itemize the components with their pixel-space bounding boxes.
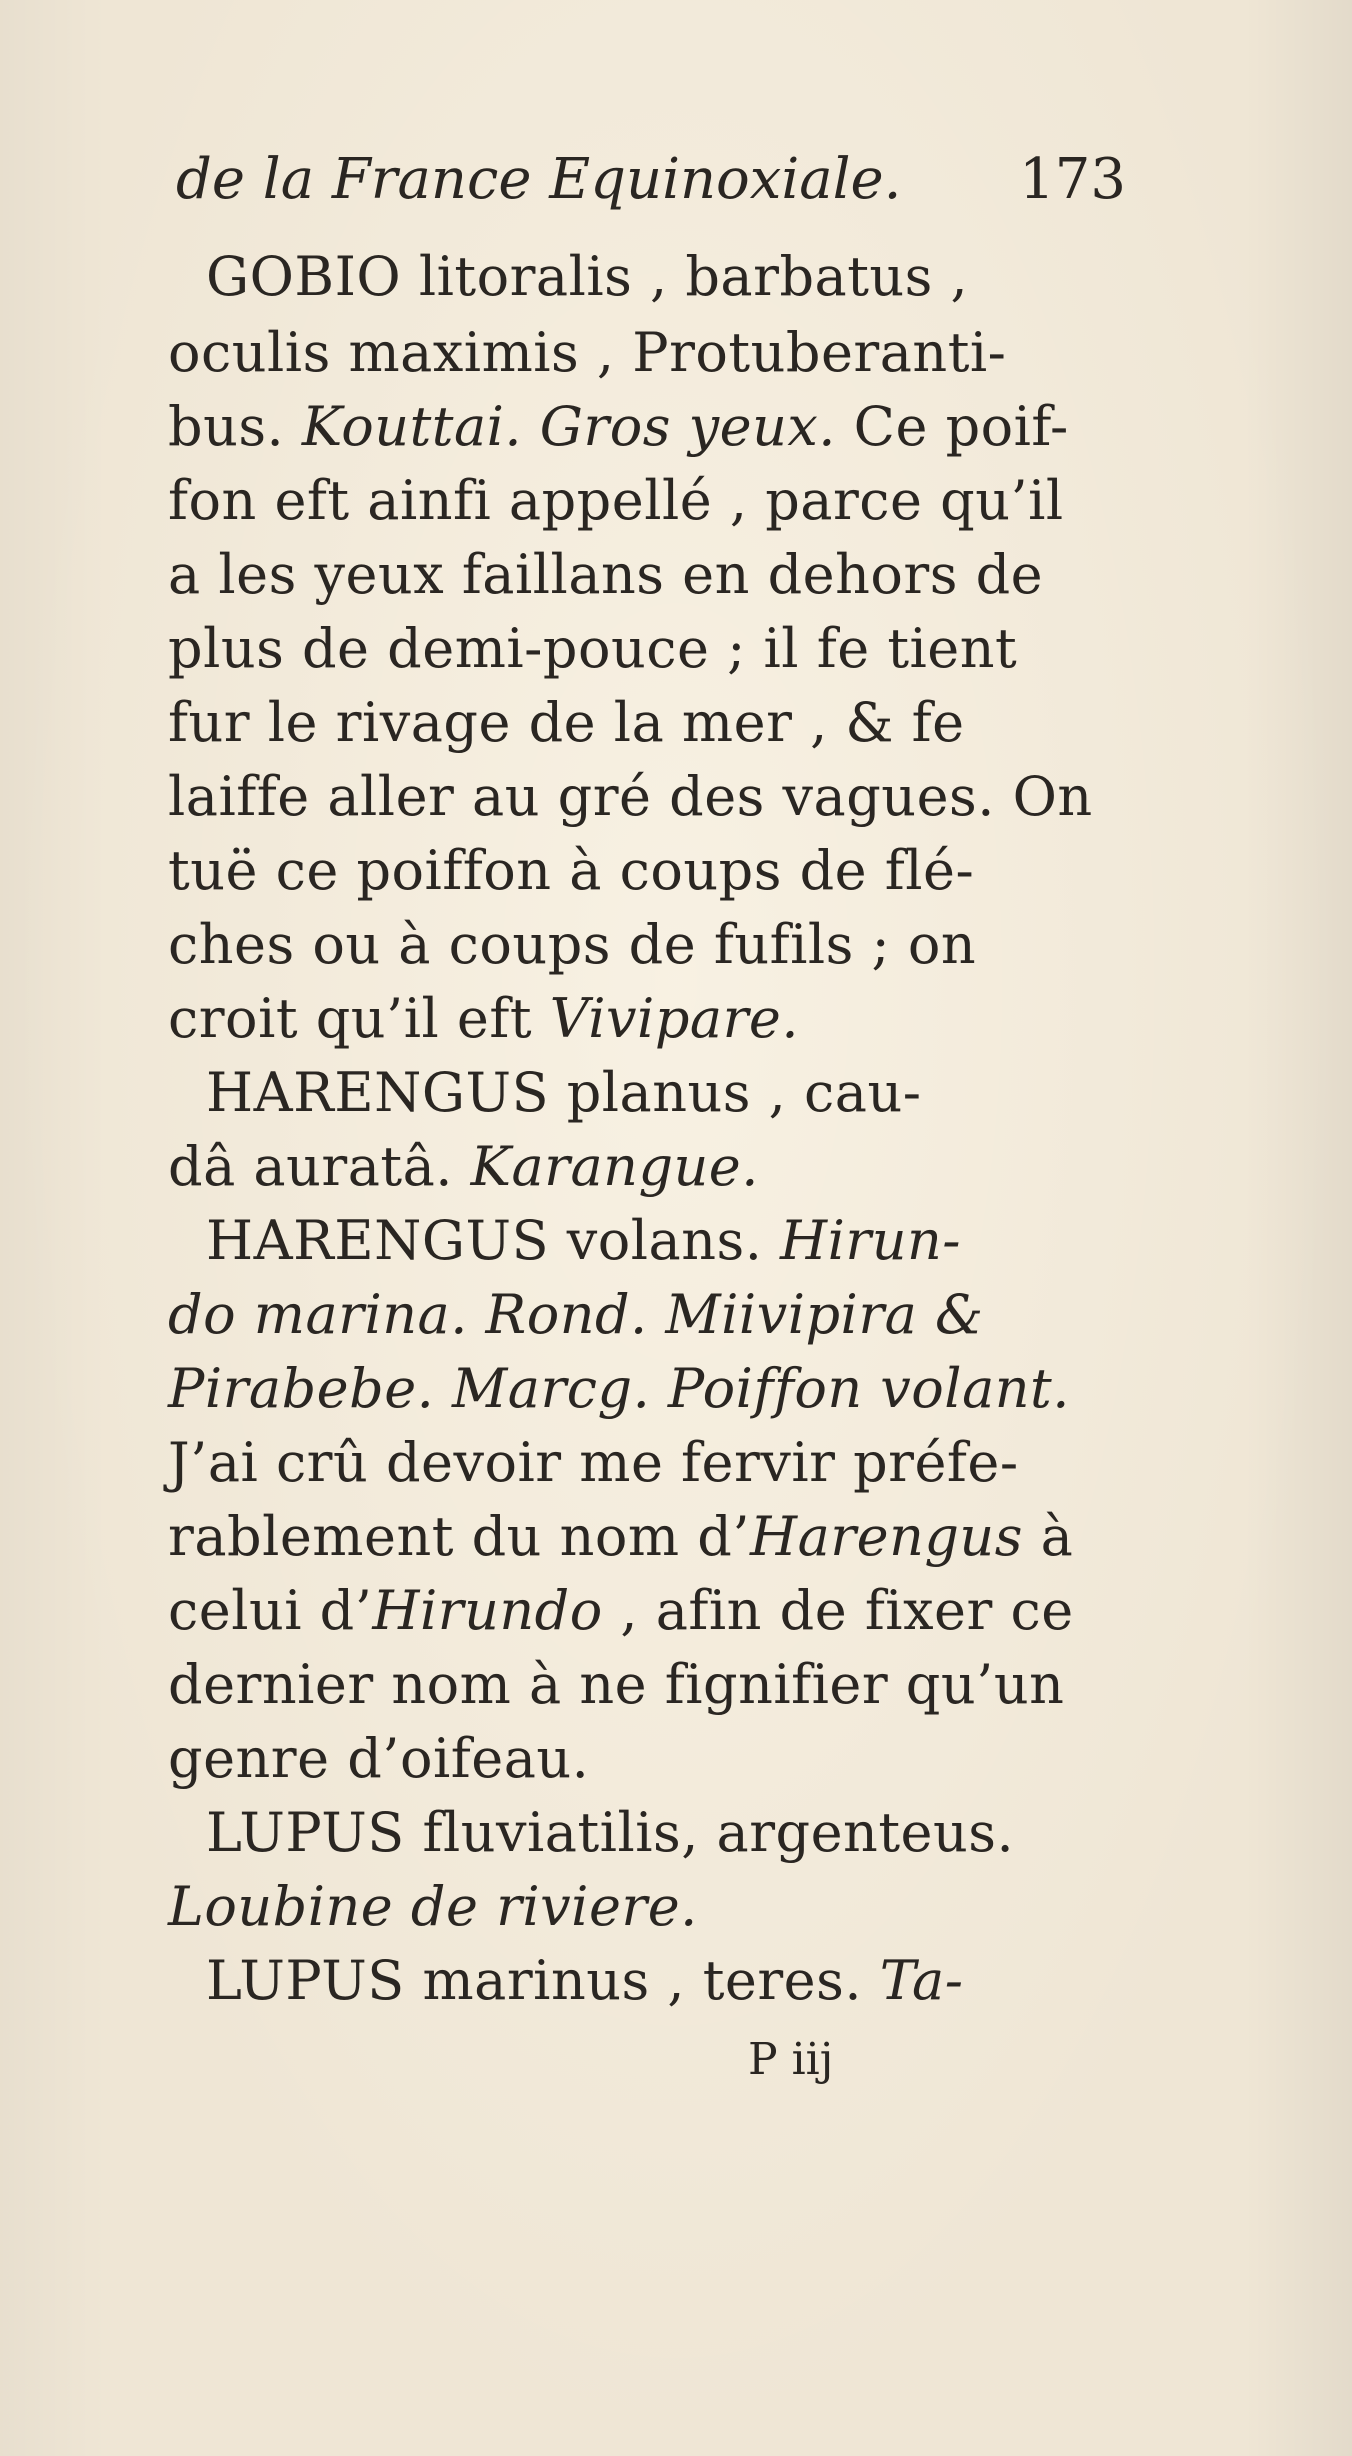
text-line <box>168 1431 1019 1494</box>
text-line <box>168 469 1064 532</box>
italic-text: Loubine de riviere. <box>168 1875 698 1938</box>
roman-text: laiffe aller au gré des vagues. On <box>168 765 1093 828</box>
text-line <box>168 1875 698 1938</box>
roman-text: ches ou à coups de fufils ; on <box>168 913 977 976</box>
italic-text: Hirun- <box>780 1209 962 1272</box>
text-line <box>206 245 969 308</box>
text-line <box>168 395 1069 458</box>
italic-text: Harengus <box>750 1505 1023 1568</box>
italic-text: Hirundo <box>372 1579 603 1642</box>
roman-text: bus. <box>168 395 302 458</box>
roman-text: plus de demi-pouce ; il fe tient <box>168 617 1018 680</box>
text-line <box>168 543 1044 606</box>
roman-text: dâ auratâ. <box>168 1135 471 1198</box>
text-line <box>168 987 800 1050</box>
text-line <box>168 1283 984 1346</box>
signature-mark: P iij <box>748 2034 834 2085</box>
roman-text: croit qu’il eft <box>168 987 550 1050</box>
running-head <box>176 147 1126 212</box>
roman-text: a les yeux faillans en dehors de <box>168 543 1044 606</box>
text-line <box>206 1801 1015 1864</box>
roman-text: J’ai crû devoir me fervir préfe- <box>168 1431 1019 1494</box>
text-line <box>168 321 1007 384</box>
roman-text: LUPUS fluviatilis, argenteus. <box>206 1801 1015 1864</box>
text-line <box>168 1727 590 1790</box>
roman-text: Ce poif- <box>835 395 1069 458</box>
roman-text: , afin de fixer ce <box>602 1579 1074 1642</box>
text-line <box>168 1505 1074 1568</box>
italic-text: Vivipare. <box>549 987 800 1050</box>
text-line <box>168 617 1018 680</box>
roman-text: oculis maximis , Protuberanti- <box>168 321 1007 384</box>
text-line <box>168 1135 759 1198</box>
text-line <box>168 691 965 754</box>
roman-text: dernier nom à ne fignifier qu’un <box>168 1653 1065 1716</box>
roman-text: rablement du nom d’ <box>168 1505 751 1568</box>
text-line <box>206 1061 922 1124</box>
text-line <box>168 913 977 976</box>
roman-text: celui d’ <box>168 1579 373 1642</box>
text-line <box>168 1357 1070 1420</box>
text-line <box>168 765 1093 828</box>
italic-text: Kouttai. Gros yeux. <box>301 395 836 458</box>
roman-text: GOBIO litoralis , barbatus , <box>206 245 969 308</box>
roman-text: HARENGUS volans. <box>206 1209 781 1272</box>
roman-text: fon eft ainfi appellé , parce qu’il <box>168 469 1064 532</box>
roman-text: HARENGUS planus , cau- <box>206 1061 922 1124</box>
italic-text: Pirabebe. Marcg. Poiffon volant. <box>168 1357 1070 1420</box>
text-line <box>206 1949 964 2012</box>
italic-text: Ta- <box>879 1949 964 2012</box>
italic-text: Karangue. <box>470 1135 759 1198</box>
running-title: de la France Equinoxiale. <box>176 147 902 212</box>
text-line <box>168 1579 1074 1642</box>
text-line <box>206 1209 962 1272</box>
roman-text: tuë ce poiffon à coups de flé- <box>168 839 975 902</box>
italic-text: do marina. Rond. Miivipira & <box>168 1283 984 1346</box>
page-number: 173 <box>1019 147 1126 212</box>
roman-text: fur le rivage de la mer , & fe <box>168 691 965 754</box>
text-line <box>168 839 975 902</box>
text-line <box>168 1653 1065 1716</box>
roman-text: à <box>1022 1505 1074 1568</box>
roman-text: genre d’oifeau. <box>168 1727 590 1790</box>
roman-text: LUPUS marinus , teres. <box>206 1949 880 2012</box>
